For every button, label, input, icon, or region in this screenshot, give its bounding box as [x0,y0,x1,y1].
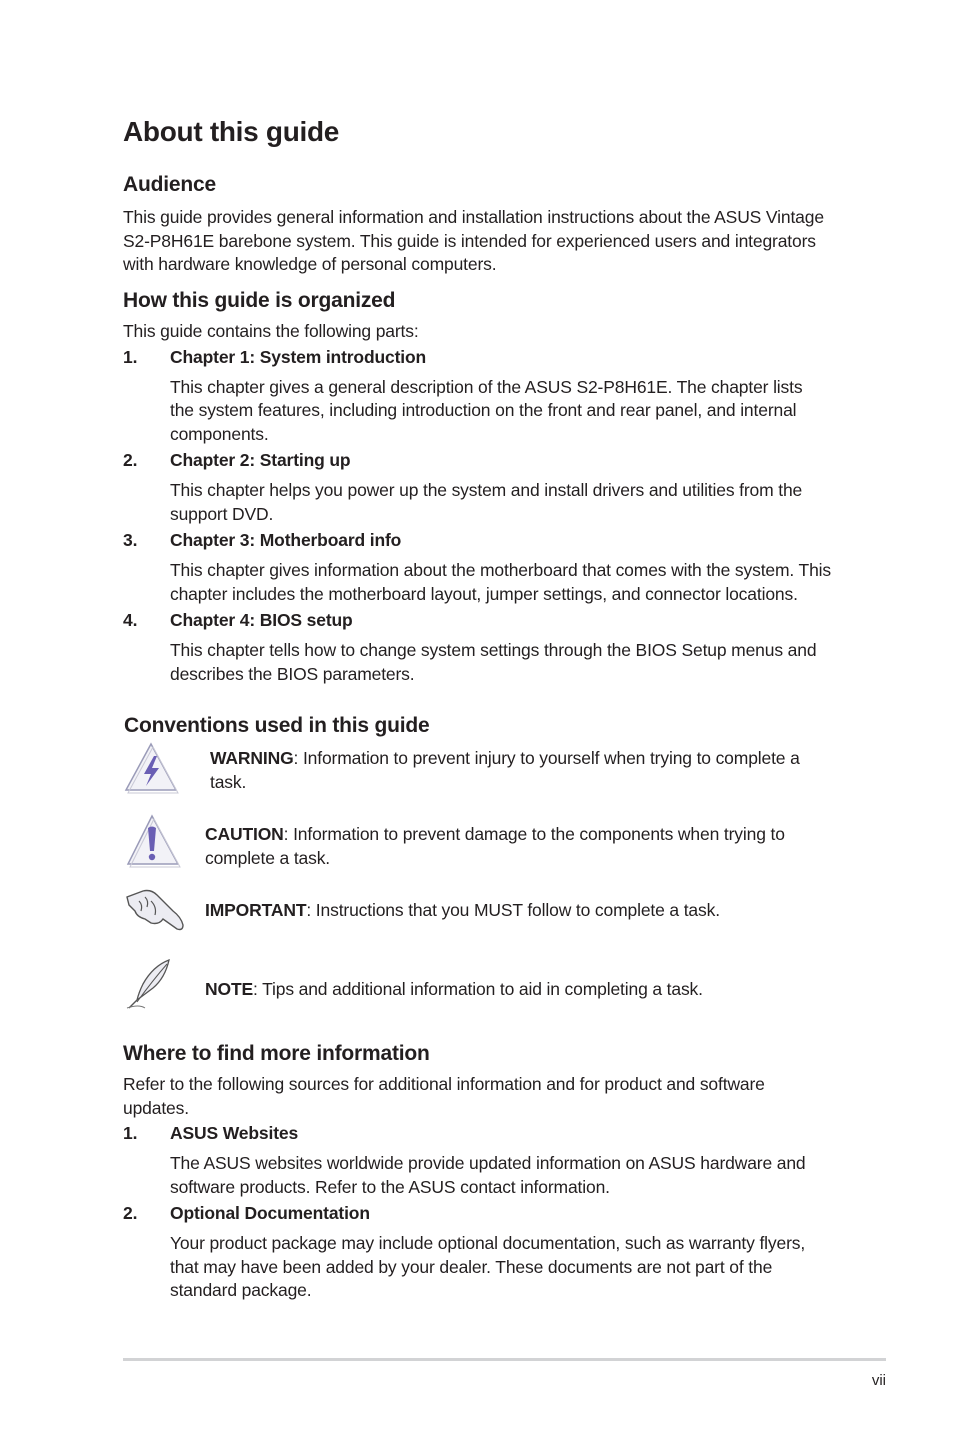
more-info-section [123,1041,885,1303]
important-text: IMPORTANT: Instructions that you MUST follow to complete a task. [205,900,720,920]
exclamation-caution-icon [126,813,182,869]
list-number: 3. [123,530,138,550]
important-label: IMPORTANT [205,900,307,920]
list-title: Chapter 4: BIOS setup [170,610,353,630]
list-title: Chapter 3: Motherboard info [170,530,402,550]
conventions-section [124,713,886,739]
pointing-hand-icon [123,885,187,941]
note-label: NOTE [205,979,254,999]
list-number: 2. [123,450,138,470]
list-item [123,1202,885,1303]
list-text: This chapter helps you power up the system and install drivers and utilities from the support DVD. [170,480,803,524]
audience-text: This guide provides general information and installation instructions about the ASUS Vintage S2-P8H61E barebone system. This guide is intended for experienced users and integrators with hardware knowledge of personal computers. [123,207,824,274]
list-number: 4. [123,610,138,630]
list-item [123,449,885,526]
list-item [123,1122,885,1199]
more-info-heading: Where to find more information [123,1042,430,1065]
footer-divider [123,1358,886,1361]
list-number: 1. [123,1123,138,1143]
list-text: Your product package may include optional documentation, such as warranty flyers, that may have been added by your dealer. These documents are not part of the standard package. [170,1233,806,1300]
list-text: This chapter tells how to change system settings through the BIOS Setup menus and describes the BIOS parameters. [170,640,817,684]
page-title: About this guide [123,116,340,147]
organized-section [123,288,885,686]
list-text: This chapter gives a general description of the ASUS S2-P8H61E. The chapter lists the system features, including introduction on the front and rear panel, and internal components. [170,376,803,444]
list-title: ASUS Websites [170,1123,299,1143]
list-text: The ASUS websites worldwide provide updated information on ASUS hardware and software products. Refer to the ASUS contact information. [170,1153,806,1197]
organized-heading: How this guide is organized [123,289,396,312]
quill-pen-icon [123,956,179,1012]
conventions-heading: Conventions used in this guide [124,714,430,737]
page-number: vii [871,1372,886,1389]
caution-label: CAUTION [205,824,284,844]
lightning-warning-icon [123,740,179,796]
list-title: Chapter 2: Starting up [170,450,351,470]
organized-intro: This guide contains the following parts: [123,321,419,341]
note-text: NOTE: Tips and additional information to aid in completing a task. [205,979,703,999]
warning-text: WARNING: Information to prevent injury to yourself when trying to complete a task. [210,748,800,792]
audience-heading: Audience [123,173,216,196]
list-number: 1. [123,346,138,367]
caution-text: CAUTION: Information to prevent damage to the components when trying to complete a task. [205,824,785,868]
list-title: Chapter 1: System introduction [170,346,427,367]
audience-section [123,172,885,277]
warning-label: WARNING [210,748,294,768]
list-title: Optional Documentation [170,1203,370,1223]
list-item [123,529,885,606]
more-info-intro: Refer to the following sources for additional information and for product and software updates. [123,1074,765,1118]
list-number: 2. [123,1203,138,1223]
list-text: This chapter gives information about the motherboard that comes with the system. This chapter includes the motherboard layout, jumper settings, and connector locations. [170,560,832,604]
list-item [123,346,885,447]
list-item [123,609,885,686]
